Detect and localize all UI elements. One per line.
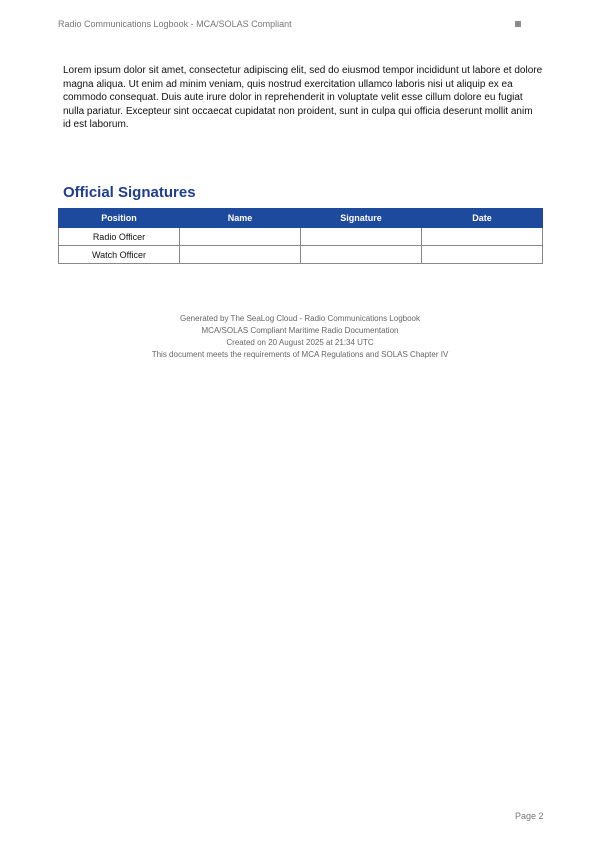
table-row [59,228,543,246]
section-title: Official Signatures [63,184,196,201]
footer-line-generated: Generated by The SeaLog Cloud - Radio Communications Logbook [180,314,420,323]
column-header-position: Position [59,209,180,228]
footer-line-compliance: MCA/SOLAS Compliant Maritime Radio Documentation [201,326,399,335]
cell-name [180,246,301,264]
page-header-title: Radio Communications Logbook - MCA/SOLAS Compliant [58,19,292,29]
page-number: Page 2 [515,811,544,821]
table-row [59,246,543,264]
cell-date [422,246,543,264]
footer-line-created: Created on 20 August 2025 at 21:34 UTC [226,338,374,347]
cell-signature [301,228,422,246]
cell-position: Radio Officer [59,228,180,246]
body-paragraph: Lorem ipsum dolor sit amet, consectetur adipiscing elit, sed do eiusmod tempor incididunt ut labore et dolore magna aliqua. Ut enim ad minim veniam, quis nostrud exercitation ullamco laboris nisi ut aliquip ex ea commodo consequat. Duis aute irure dolor in reprehenderit in voluptate velit esse cillum dolore eu fugiat nulla pariatur. Excepteur sint occaecat cupidatat non proident, sunt in culpa qui officia deserunt mollit anim id est laborum. [63,65,543,130]
column-header-date: Date [422,209,543,228]
cell-signature [301,246,422,264]
cell-date [422,228,543,246]
signatures-table [58,208,543,264]
table-header-row [59,209,543,228]
square-icon [515,21,521,27]
cell-position: Watch Officer [59,246,180,264]
column-header-signature: Signature [301,209,422,228]
document-footer [0,313,600,361]
column-header-name: Name [180,209,301,228]
footer-line-regulations: This document meets the requirements of MCA Regulations and SOLAS Chapter IV [151,350,449,359]
cell-name [180,228,301,246]
